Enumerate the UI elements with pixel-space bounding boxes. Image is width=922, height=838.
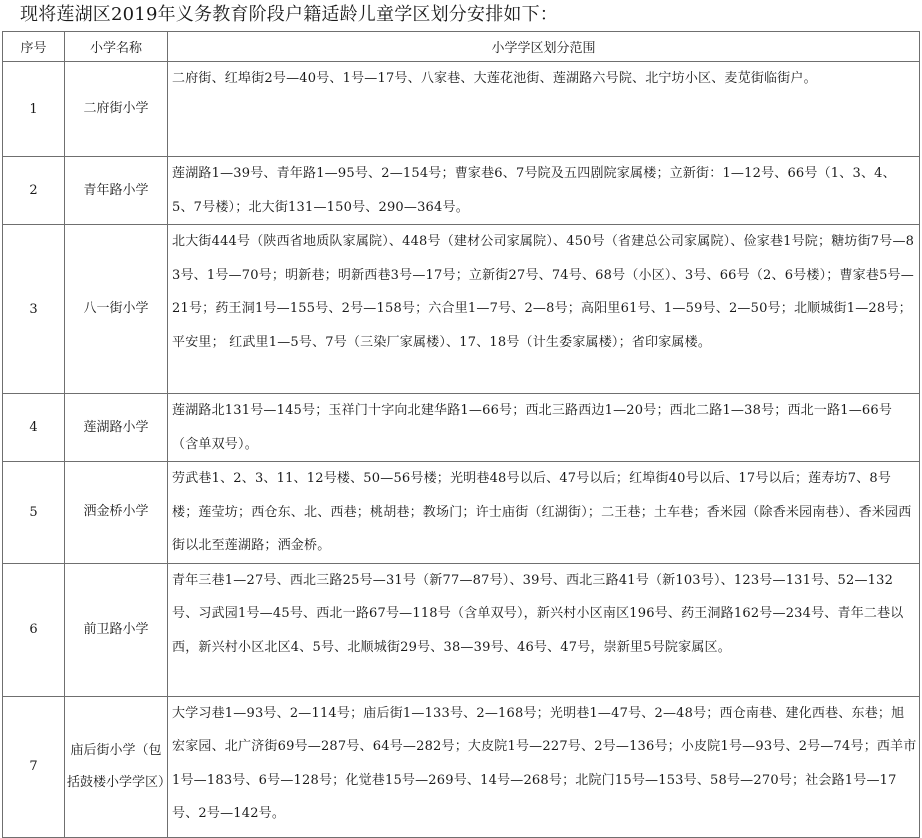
header-serial-number: 序号 [3,32,65,62]
table-row [3,696,920,837]
row-school-name: 八一街小学 [65,225,168,394]
row-district-range: 二府街、红埠街2号—40号、1号—17号、八家巷、大莲花池街、莲湖路六号院、北宁坊小区、麦苋街临街户。 [168,62,920,157]
row-district-range: 莲湖路北131号—145号；玉祥门十字向北建华路1—66号；西北三路西边1—20号；西北二路1—38号；西北一路1—66号（含单双号）。 [168,394,920,462]
table-header-row [3,32,920,62]
header-district-range: 小学学区划分范围 [168,32,920,62]
row-district-range: 大学习巷1—93号、2—114号；庙后街1—133号、2—168号；光明巷1—47号、2—48号；西仓南巷、建化西巷、东巷；旭宏家园、北广济街69号—287号、64号—282号；大皮院1号—227号、2号—136号；小皮院1号—93号、2号—74号；西羊市1号—183号、6号—128号；化觉巷15号—269号、14号—268号；北院门15号—153号、58号—270号；社会路1号—17号、2号—142号。 [168,696,920,837]
school-district-table [2,31,920,838]
row-school-name: 莲湖路小学 [65,394,168,462]
row-serial-number: 4 [3,394,65,462]
row-district-range: 青年三巷1—27号、西北三路25号—31号（新77—87号）、39号、西北三路41号（新103号）、123号—131号、52—132号、习武园1号—45号、西北一路67号—118号（含单双号），新兴村小区南区196号、药王洞路162号—234号、青年二巷以西，新兴村小区北区4、5号、北顺城街29号、38—39号、46号、47号，崇新里5号院家属区。 [168,563,920,696]
table-row [3,394,920,462]
row-serial-number: 3 [3,225,65,394]
row-school-name: 庙后街小学（包括鼓楼小学学区） [65,696,168,837]
row-district-range: 莲湖路1—39号、青年路1—95号、2—154号；曹家巷6、7号院及五四剧院家属楼；立新街：1—12号、66号（1、3、4、5、7号楼）；北大街131—150号、290—364号。 [168,157,920,225]
row-serial-number: 1 [3,62,65,157]
table-row [3,462,920,564]
row-serial-number: 6 [3,563,65,696]
page-heading: 现将莲湖区2019年义务教育阶段户籍适龄儿童学区划分安排如下： [20,4,559,25]
table-row [3,157,920,225]
table-row [3,62,920,157]
row-district-range: 劳武巷1、2、3、11、12号楼、50—56号楼；光明巷48号以后、47号以后；红埠街40号以后、17号以后；莲寿坊7、8号楼；莲莹坊；西仓东、北、西巷；桃胡巷；教场门；许士庙街（红湖街）；二王巷；土车巷；香米园（除香米园南巷）、香米园西街以北至莲湖路；洒金桥。 [168,462,920,564]
row-school-name: 洒金桥小学 [65,462,168,564]
row-serial-number: 5 [3,462,65,564]
table-row [3,563,920,696]
row-school-name: 前卫路小学 [65,563,168,696]
header-school-name: 小学名称 [65,32,168,62]
row-school-name: 二府街小学 [65,62,168,157]
row-school-name: 青年路小学 [65,157,168,225]
row-serial-number: 7 [3,696,65,837]
row-serial-number: 2 [3,157,65,225]
row-district-range: 北大街444号（陕西省地质队家属院）、448号（建材公司家属院）、450号（省建总公司家属院）、俭家巷1号院；糖坊街7号—83号、1号—70号；明新巷；明新西巷3号—17号；立新街27号、74号、68号（小区）、3号、66号（2、6号楼）；曹家巷5号—21号；药王洞1号—155号、2号—158号；六合里1—7号、2—8号；高阳里61号、1—59号、2—50号；北顺城街1—28号；平安里； 红武里1—5号、7号（三染厂家属楼）、17、18号（计生委家属楼）；省印家属楼。 [168,225,920,394]
table-row [3,225,920,394]
